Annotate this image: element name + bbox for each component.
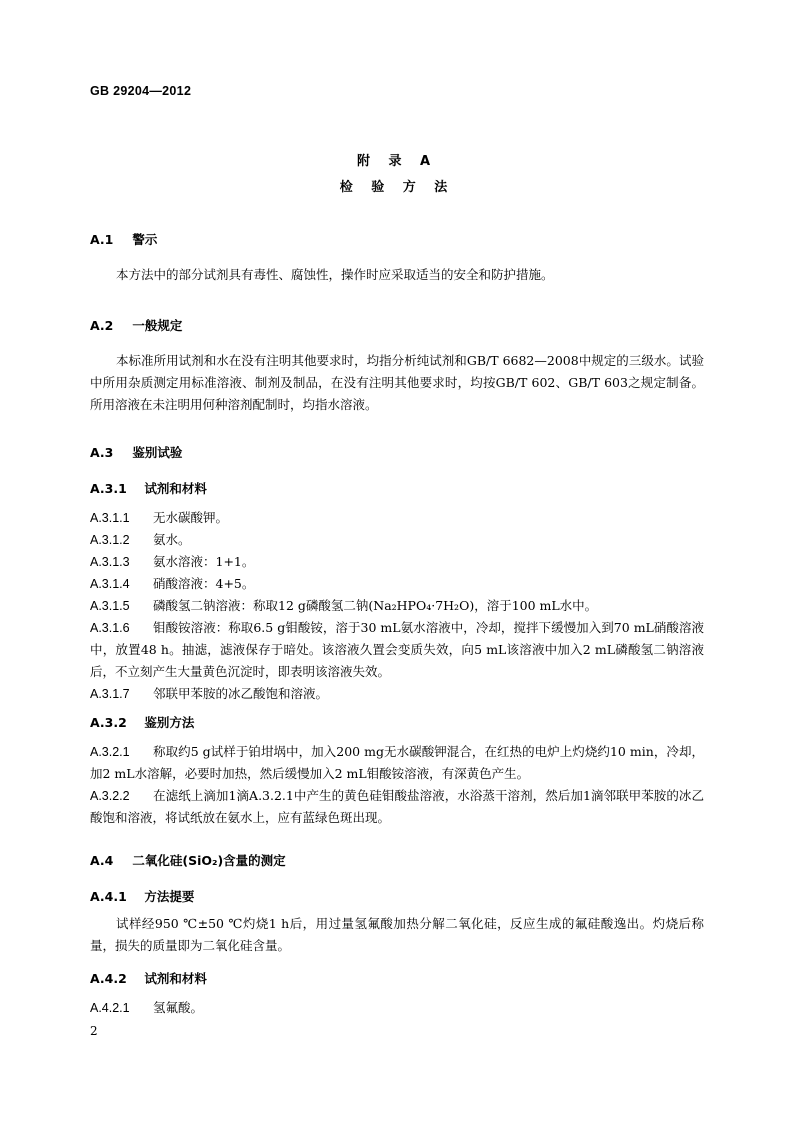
item-number: A.3.1.6 [90, 621, 130, 635]
section-a41-heading [90, 887, 194, 905]
item-a317 [90, 683, 704, 705]
item-a421 [90, 997, 704, 1019]
section-a1-heading [90, 230, 157, 248]
section-title: 方法提要 [144, 889, 195, 904]
appendix-title: 检 验 方 法 [339, 180, 455, 195]
section-title: 试剂和材料 [144, 971, 207, 986]
section-number: A.2 [90, 318, 114, 333]
section-a42-heading [90, 969, 207, 987]
section-number: A.4 [90, 853, 114, 868]
section-a1-text: 本方法中的部分试剂具有毒性、腐蚀性，操作时应采取适当的安全和防护措施。 [116, 267, 554, 282]
section-a2-heading [90, 316, 182, 334]
section-title: 一般规定 [132, 318, 183, 333]
item-text: 氢氟酸。 [153, 1000, 204, 1015]
item-text: 氨水。 [153, 532, 191, 547]
item-a313 [90, 551, 704, 573]
section-number: A.3.2 [90, 715, 127, 730]
section-a2-text: 本标准所用试剂和水在没有注明其他要求时，均指分析纯试剂和GB/T 6682—2008中规定的三级水。试验中所用杂质测定用标准溶液、制剂及制品，在没有注明其他要求时，均按GB/T 602、GB/T 603之规定制备。所用溶液在未注明用何种溶剂配制时，均指水溶液。 [90, 353, 704, 412]
item-number: A.3.1.5 [90, 599, 130, 613]
item-number: A.3.1.1 [90, 511, 130, 525]
item-number: A.3.2.2 [90, 789, 130, 803]
item-text: 钼酸铵溶液：称取6.5 g钼酸铵，溶于30 mL氨水溶液中，冷却，搅拌下缓慢加入到70 mL硝酸溶液中，放置48 h。抽滤，滤液保存于暗处。该溶液久置会变质失效，向5 mL该溶液中加入2 mL磷酸氢二钠溶液后，不立刻产生大量黄色沉淀时，即表明该溶液失效。 [90, 620, 704, 679]
item-a321 [90, 741, 704, 785]
section-a32-heading [90, 713, 194, 731]
item-text: 磷酸氢二钠溶液：称取12 g磷酸氢二钠(Na₂HPO₄·7H₂O)，溶于100 mL水中。 [153, 598, 598, 613]
item-text: 邻联甲苯胺的冰乙酸饱和溶液。 [153, 686, 329, 701]
item-number: A.3.1.3 [90, 555, 130, 569]
item-text: 称取约5 g试样于铂坩埚中，加入200 mg无水碳酸钾混合，在红热的电炉上灼烧约10 min，冷却，加2 mL水溶解，必要时加热，然后缓慢加入2 mL钼酸铵溶液，有深黄色产生。 [90, 744, 704, 781]
item-text: 无水碳酸钾。 [153, 510, 229, 525]
section-a31-heading [90, 479, 207, 497]
section-number: A.4.2 [90, 971, 127, 986]
item-text: 硝酸溶液：4+5。 [153, 576, 255, 591]
item-number: A.3.1.2 [90, 533, 130, 547]
item-number: A.3.1.7 [90, 687, 130, 701]
section-title: 警示 [132, 232, 158, 247]
section-title: 试剂和材料 [144, 481, 207, 496]
section-a41-text: 试样经950 ℃±50 ℃灼烧1 h后，用过量氢氟酸加热分解二氧化硅，反应生成的氟硅酸逸出。灼烧后称量，损失的质量即为二氧化硅含量。 [90, 916, 704, 953]
item-number: A.3.1.4 [90, 577, 130, 591]
item-number: A.3.2.1 [90, 745, 130, 759]
item-a322 [90, 785, 704, 829]
section-number: A.3 [90, 445, 114, 460]
section-number: A.1 [90, 232, 114, 247]
item-number: A.4.2.1 [90, 1001, 130, 1015]
standard-id: GB 29204—2012 [90, 84, 192, 98]
appendix-label: 附 录 A [356, 154, 438, 169]
section-a4-heading [90, 851, 286, 869]
item-a316 [90, 617, 704, 683]
item-text: 氨水溶液：1+1。 [153, 554, 255, 569]
item-a312 [90, 529, 704, 551]
section-title: 二氧化硅(SiO₂)含量的测定 [132, 853, 286, 868]
section-title: 鉴别试验 [132, 445, 183, 460]
section-number: A.4.1 [90, 889, 127, 904]
section-a3-heading [90, 443, 182, 461]
item-a315 [90, 595, 704, 617]
section-title: 鉴别方法 [144, 715, 195, 730]
page-number: 2 [90, 1024, 98, 1038]
item-a311 [90, 507, 704, 529]
item-a314 [90, 573, 704, 595]
item-text: 在滤纸上滴加1滴A.3.2.1中产生的黄色硅钼酸盐溶液，水浴蒸干溶剂，然后加1滴邻联甲苯胺的冰乙酸饱和溶液，将试纸放在氨水上，应有蓝绿色斑出现。 [90, 788, 704, 825]
section-number: A.3.1 [90, 481, 127, 496]
